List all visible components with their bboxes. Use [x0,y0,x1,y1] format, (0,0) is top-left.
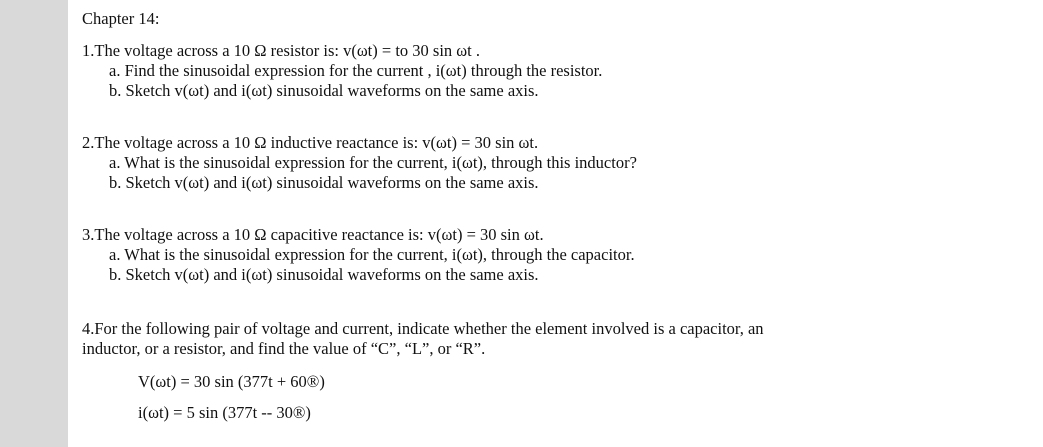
chapter-heading: Chapter 14: [82,9,160,28]
current-equation: i(ωt) = 5 sin (377t -- 30®) [138,403,311,422]
question-2-stem: 2.The voltage across a 10 Ω inductive reactance is: v(ωt) = 30 sin ωt. [82,133,539,152]
document-page [68,0,1043,447]
question-1-part-b: b. Sketch v(ωt) and i(ωt) sinusoidal waveforms on the same axis. [109,81,539,100]
question-4-stem-line-2: inductor, or a resistor, and find the value of “C”, “L”, or “R”. [82,339,486,358]
question-1-part-a: a. Find the sinusoidal expression for the current , i(ωt) through the resistor. [109,61,603,80]
question-2-part-b: b. Sketch v(ωt) and i(ωt) sinusoidal waveforms on the same axis. [109,173,539,192]
question-2-part-a: a. What is the sinusoidal expression for the current, i(ωt), through this inductor? [109,153,637,172]
question-3-stem: 3.The voltage across a 10 Ω capacitive reactance is: v(ωt) = 30 sin ωt. [82,225,544,244]
voltage-equation: V(ωt) = 30 sin (377t + 60®) [138,372,325,391]
question-3-part-a: a. What is the sinusoidal expression for the current, i(ωt), through the capacitor. [109,245,635,264]
question-1-stem: 1.The voltage across a 10 Ω resistor is: v(ωt) = to 30 sin ωt . [82,41,480,60]
question-4-stem-line-1: 4.For the following pair of voltage and current, indicate whether the element involved is a capacitor, an [82,319,764,338]
question-3-part-b: b. Sketch v(ωt) and i(ωt) sinusoidal waveforms on the same axis. [109,265,539,284]
